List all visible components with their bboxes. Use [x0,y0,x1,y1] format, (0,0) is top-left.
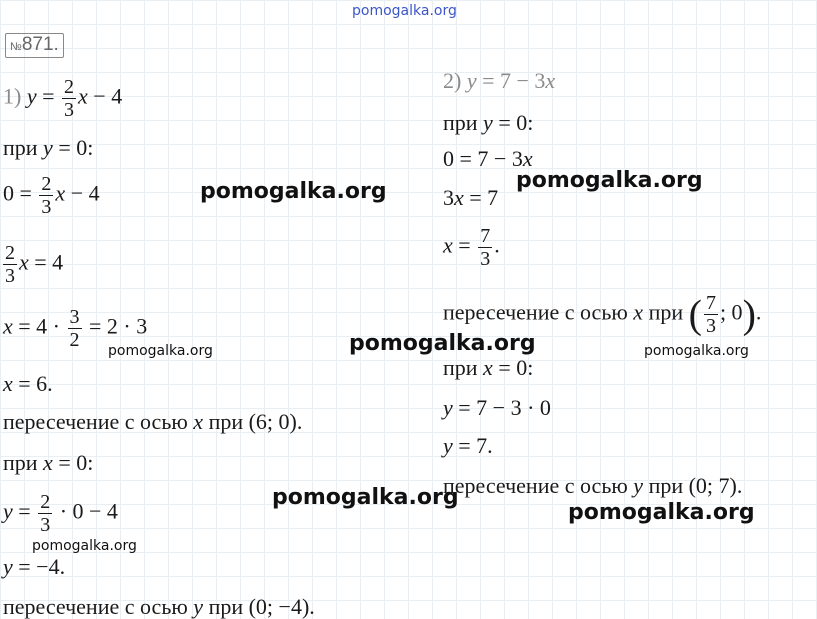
fraction [38,492,52,535]
var-y: y [3,498,13,524]
expr-rest: = 6. [12,371,53,396]
var-x: x [43,450,53,475]
expr: 0 = 7 − 3 [443,146,523,171]
equals: = [452,232,477,258]
watermark: pomogalka.org [349,331,536,356]
var-y: y [43,135,53,160]
expr-rest: = 0: [492,110,534,135]
var-x: x [454,185,464,210]
period: . [494,232,500,258]
problem-number: 871. [21,34,59,55]
part-label: 2) [443,68,467,93]
expr-rest: = 7 − 3 · 0 [452,395,551,420]
left-line-11 [3,596,315,618]
denominator: 3 [480,248,491,270]
watermark: pomogalka.org [644,343,749,359]
right-line-5 [443,226,500,269]
right-line-10 [443,475,742,497]
expr-rest: = −4. [12,554,66,579]
equals: = [12,498,37,524]
left-line-7 [3,411,302,433]
numerator: 2 [41,173,52,195]
var-x: x [19,249,29,275]
right-line-1 [443,70,555,92]
denominator: 3 [5,265,15,287]
var-x: x [193,409,204,434]
text: при (0; 7). [643,473,743,498]
right-line-9 [443,435,493,457]
watermark-top: pomogalka.org [352,3,457,19]
numerator: 2 [40,491,51,513]
period: . [755,299,762,325]
part-label: 1) [3,83,27,109]
fraction [704,293,718,336]
numerator: 2 [5,242,15,264]
watermark: pomogalka.org [272,485,459,510]
expr: = 7 − 3 [476,68,546,93]
var-y: y [633,473,644,498]
var-x: x [545,68,556,93]
expr-rest: = 7 [463,185,499,210]
var-x: x [483,355,493,380]
numerator: 2 [64,76,75,98]
watermark: pomogalka.org [108,343,213,359]
equals: = [36,83,61,109]
denominator: 2 [69,329,80,351]
text: при (0; −4). [203,594,315,619]
expr-rest: = 0: [52,135,94,160]
expr-rest: = 4 [28,249,64,275]
lhs: 0 = [3,180,38,206]
denominator: 3 [64,99,75,121]
fraction [68,307,82,350]
left-line-6 [3,373,53,395]
left-line-2 [3,137,93,159]
right-line-2 [443,112,533,134]
right-line-8 [443,397,551,419]
var-x: x [522,146,533,171]
left-line-3 [3,174,100,217]
word-pri: при [3,450,44,475]
watermark: pomogalka.org [516,168,703,193]
expr-rest: − 4 [65,180,100,206]
right-line-4 [443,187,498,209]
coef: 3 [443,185,454,210]
separator: ; 0 [719,299,743,325]
numerator: 7 [705,292,716,314]
watermark: pomogalka.org [200,179,387,204]
denominator: 3 [41,196,52,218]
var-y: y [483,110,493,135]
watermark: pomogalka.org [32,538,137,554]
var-x: x [3,313,13,339]
left-line-8 [3,452,93,474]
word-pri: при [443,110,484,135]
denominator: 3 [40,514,51,536]
fraction [478,226,492,269]
number-sign: № [10,41,22,53]
right-paren: ) [742,291,756,337]
var-y: y [443,395,453,420]
numerator: 3 [69,306,80,328]
var-x: x [633,299,644,325]
word-pri: при [443,355,484,380]
text: при [643,299,689,325]
var-x: x [78,83,88,109]
var-x: x [443,232,453,258]
text: пересечение с осью [443,299,634,325]
right-line-7 [443,357,533,379]
text: пересечение с осью [3,594,194,619]
right-line-6 [443,293,761,336]
expr-rest: = 0: [52,450,94,475]
expr-rest: · 0 − 4 [54,498,118,524]
var-y: y [466,68,477,93]
expr-rest: = 2 · 3 [83,313,148,339]
left-line-4 [1,243,63,286]
word-pri: при [3,135,44,160]
var-y: y [443,433,453,458]
text: пересечение с осью [3,409,194,434]
left-line-9 [3,492,118,535]
left-line-10 [3,556,65,578]
fraction [3,243,17,286]
var-y: y [193,594,204,619]
numerator: 7 [480,225,491,247]
problem-number-box [5,33,64,58]
left-line-1 [3,77,122,120]
denominator: 3 [705,315,716,337]
fraction [62,77,76,120]
expr-rest: = 7. [452,433,493,458]
left-paren: ( [688,291,702,337]
expr-rest: = 0: [492,355,534,380]
right-line-3 [443,148,533,170]
var-y: y [26,83,37,109]
text: пересечение с осью [443,473,634,498]
expr-rest: − 4 [87,83,123,109]
fraction [39,174,53,217]
watermark: pomogalka.org [568,500,755,525]
text: при (6; 0). [203,409,303,434]
var-y: y [3,554,13,579]
expr-mid: = 4 · [12,313,66,339]
var-x: x [55,180,66,206]
var-x: x [3,371,13,396]
